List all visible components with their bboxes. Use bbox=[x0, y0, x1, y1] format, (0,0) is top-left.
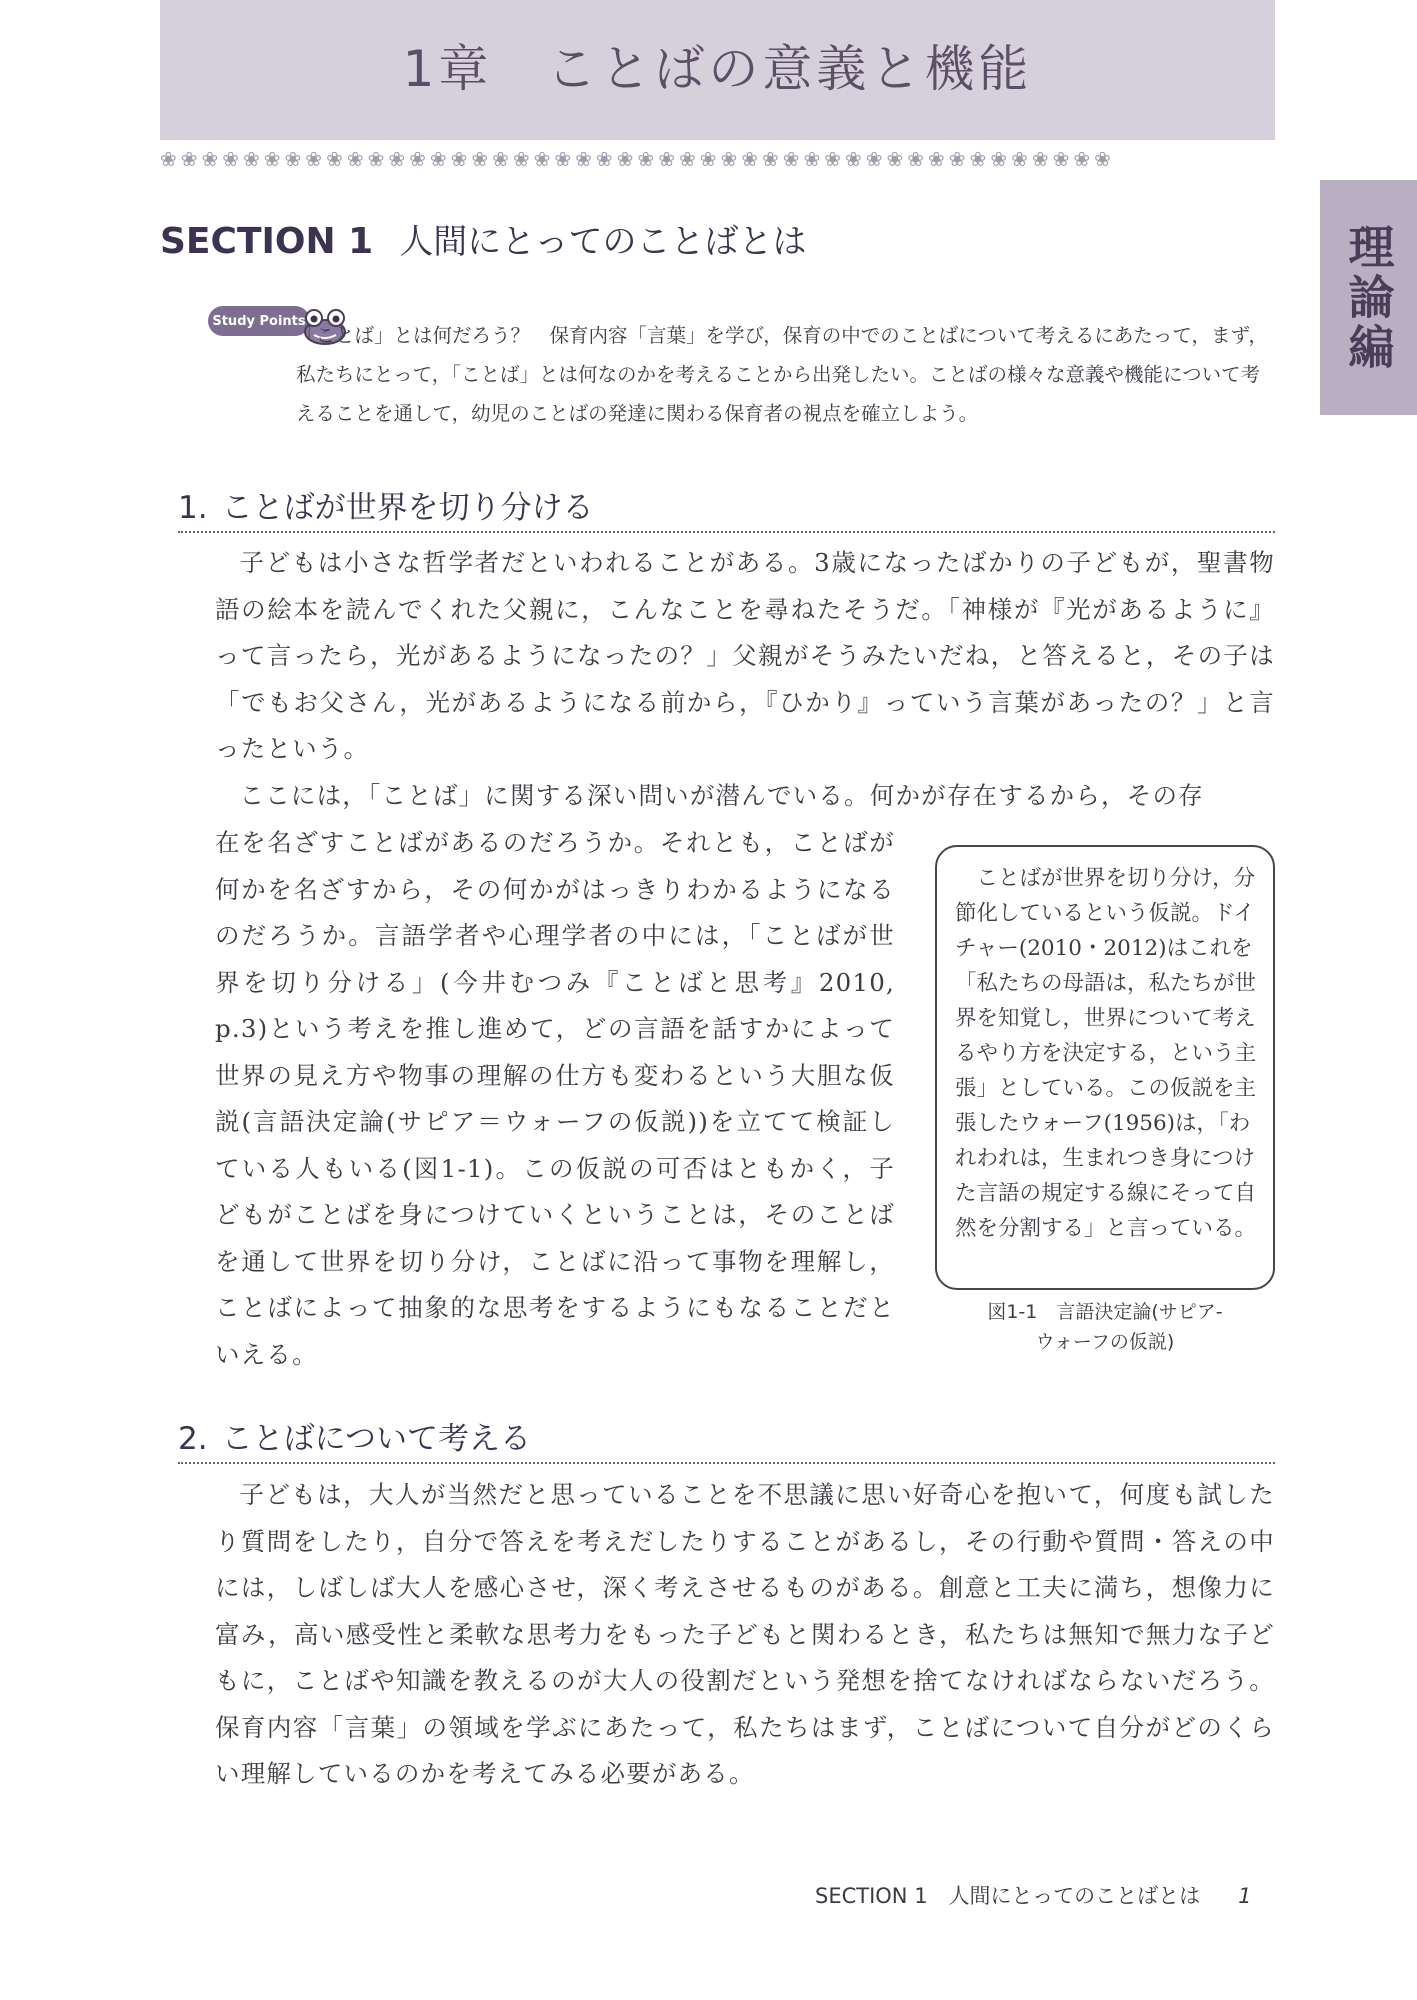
running-head: SECTION 1 人間にとってのことばとは bbox=[815, 1884, 1201, 1908]
subsection-1-heading bbox=[178, 482, 1275, 533]
subsection-2-title: ことばについて考える bbox=[221, 1421, 531, 1457]
subsection-1-paragraph-2-body: 在を名ざすことばがあるのだろうか。それとも，ことばが何かを名ざすから，その何かがはっきりわかるようになるのだろうか。言語学者や心理学者の中には，「ことばが世界を切り分ける」(今井むつみ『ことばと思考』2010, p.3)という考えを推し進めて，どの言語を話すかによって世界の見え方や物事の理解の仕方も変わるという大胆な仮説(言語決定論(サピア＝ウォーフの仮説))を立てて検証している人もいる(図1-1)。この仮説の可否はともかく，子どもがことばを身につけていくということは，そのことばを通して世界を切り分け，ことばに沿って事物を理解し，ことばによって抽象的な思考をするようにもなることだといえる。 bbox=[215, 828, 895, 1369]
subsection-1-title: ことばが世界を切り分ける bbox=[221, 490, 594, 526]
subsection-1-paragraph-1: 子どもは小さな哲学者だといわれることがある。3歳になったばかりの子どもが，聖書物語の絵本を読んでくれた父親に，こんなことを尋ねたそうだ。「神様が『光があるように』って言ったら，光があるようになったの？」父親がそうみたいだね，と答えると，その子は「でもお父さん，光があるようになる前から，『ひかり』っていう言葉があったの？」と言ったという。 bbox=[215, 548, 1275, 763]
subsection-1-paragraph-2-head: ここには，「ことば」に関する深い問いが潜んでいる。何かが存在するから，その存 bbox=[239, 781, 1204, 810]
figure-1-1-caption bbox=[935, 1297, 1275, 1357]
subsection-2-paragraph-1: 子どもは，大人が当然だと思っていることを不思議に思い好奇心を抱いて，何度も試したり質問をしたり，自分で答えを考えだしたりすることがあるし，その行動や質問・答えの中には，しばしば大人を感心させ，深く考えさせるものがある。創意と工夫に満ち，想像力に富み，高い感受性と柔軟な思考力をもった子どもと関わるとき，私たちは無知で無力な子どもに，ことばや知識を教えるのが大人の役割だという発想を捨てなければならないだろう。保育内容「言葉」の領域を学ぶにあたって，私たちはまず，ことばについて自分がどのくらい理解しているのかを考えてみる必要がある。 bbox=[215, 1480, 1275, 1788]
chapter-header bbox=[160, 0, 1275, 140]
page-footer bbox=[815, 1880, 1252, 1910]
chapter-title: 1章 ことばの意義と機能 bbox=[402, 40, 1033, 98]
page-number: 1 bbox=[1238, 1884, 1252, 1908]
section-heading bbox=[160, 214, 807, 263]
section-label: SECTION 1 bbox=[160, 221, 374, 262]
figure-caption-line-2: ウォーフの仮説) bbox=[1035, 1331, 1175, 1353]
ornament-border: ❀❀❀❀❀❀❀❀❀❀❀❀❀❀❀❀❀❀❀❀❀❀❀❀❀❀❀❀❀❀❀❀❀❀❀❀❀❀❀❀❀❀❀❀❀❀ bbox=[160, 147, 1115, 171]
figure-1-1-box bbox=[935, 845, 1275, 1290]
subsection-2-number: 2. bbox=[178, 1421, 208, 1457]
subsection-2-heading bbox=[178, 1413, 1275, 1464]
section-title: 人間にとってのことばとは bbox=[399, 222, 807, 262]
study-points-badge: Study Points bbox=[208, 306, 310, 336]
figure-caption-line-1: 図1-1 言語決定論(サピア- bbox=[987, 1301, 1223, 1323]
study-points-text: 「ことば」とは何だろう？ 保育内容「言葉」を学び，保育の中でのことばについて考えるにあたって，まず，私たちにとって，「ことば」とは何なのかを考えることから出発したい。ことばの様々な意義や機能について考えることを通して，幼児のことばの発達に関わる保育者の視点を確立しよう。 bbox=[296, 324, 1268, 425]
figure-1-1-text: ことばが世界を切り分け，分節化しているという仮説。ドイチャー(2010・2012)はこれを「私たちの母語は，私たちが世界を知覚し，世界について考えるやり方を決定する，という主張」としている。この仮説を主張したウォーフ(1956)は，「われわれは，生まれつき身につけた言語の規定する線にそって自然を分割する」と言っている。 bbox=[955, 866, 1257, 1241]
subsection-1-number: 1. bbox=[178, 490, 208, 526]
side-tab bbox=[1320, 180, 1417, 415]
side-tab-label: 理論編 bbox=[1341, 222, 1396, 373]
